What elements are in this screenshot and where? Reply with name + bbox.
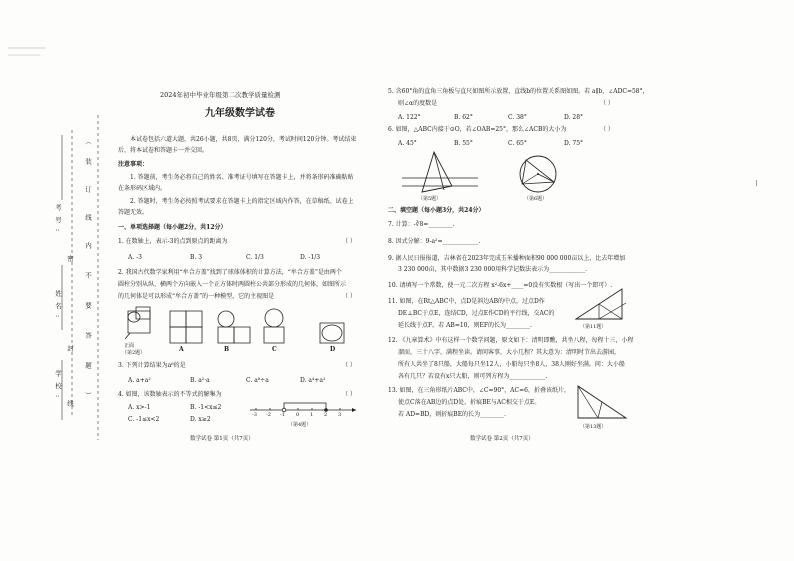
seal-char: 线 — [84, 214, 92, 227]
question-6: 6. 如图，△ABC内接于⊙O，若∠OAB=25°，那么∠ACB的大小为 — [388, 126, 567, 133]
question-5-cont: 则∠α的度数是 — [398, 100, 438, 107]
question-12-cont: 各有几只？若设有x只大船，则可列方程为____________. — [398, 373, 548, 380]
binding-margin — [0, 0, 110, 561]
question-13-cont: 使点C落在AB边的点D处，折痕BE与AC相交于点E。 — [398, 399, 541, 406]
notice-line: 在条形码区域内。 — [118, 185, 167, 192]
answer-paren: （ ） — [600, 100, 614, 107]
option-b: B. 3 — [190, 254, 203, 261]
axis-tick-label: -1 — [280, 412, 285, 418]
figure-caption: （第4题） — [288, 422, 312, 428]
figure-6 — [512, 150, 568, 198]
option-d: D. 75° — [564, 140, 584, 147]
axis-tick-label: 1 — [310, 412, 314, 418]
school-label: 学校: — [54, 370, 62, 404]
option-a: A. a+a² — [128, 377, 151, 384]
seal-char: 密 — [66, 255, 74, 268]
figure-5 — [400, 148, 480, 200]
question-13: 13. 如图，在三角形纸片ABC中，∠C=90°，AC=6，折叠该纸片， — [388, 387, 570, 394]
answer-paren: （ ） — [342, 391, 356, 398]
option-c: C. 38° — [508, 114, 527, 121]
figure-13 — [572, 382, 632, 426]
notice-heading: 注意事项： — [118, 161, 149, 168]
question-1: 1. 在数轴上，表示-3的点到原点的距离为 — [118, 238, 228, 245]
answer-paren: （ ） — [342, 238, 356, 245]
exam-header: 2024年初中毕业年级第二次教学质量检测 — [160, 91, 281, 99]
axis-tick-label: -3 — [252, 412, 257, 418]
figure-caption: （第5题） — [418, 196, 442, 202]
option-c: C. -1≤x<2 — [128, 416, 160, 423]
question-11: 11. 如图，在Rt△ABC中，点D是斜边AB的中点，过点D作 — [388, 298, 545, 305]
figure-caption: （第6题） — [524, 196, 548, 202]
axis-tick-label: 0 — [296, 412, 300, 418]
seal-char: 不 — [84, 272, 92, 285]
figure-option-label: C — [272, 346, 277, 353]
seal-paren: （ — [84, 138, 92, 151]
question-9: 9. 据人民日报报道，吉林省在2023年完成玉米播种面积90 000 000亩以上，比去年增加 — [388, 255, 626, 262]
question-9-cont: 3 230 000亩，其中数据3 230 000用科学记数法表示为____________. — [398, 266, 587, 273]
option-a: A. x>-1 — [128, 404, 151, 411]
margin-mark — [756, 180, 757, 186]
option-d: D. -1/3 — [300, 254, 321, 261]
option-a: A. 122° — [398, 114, 421, 121]
option-b: B. a²·a — [190, 377, 210, 384]
question-10: 10. 请填写一个常数，使一元二次方程 x²-6x+____=0没有实数根（写出一个即可）. — [388, 282, 613, 289]
notice-line: 1. 答题前，考生务必将自己的姓名、准考证号填写在答题卡上，并将条形码准确粘贴 — [130, 174, 354, 181]
front-view-label: 正面 — [124, 343, 135, 349]
figure-caption: （第2题） — [122, 350, 146, 356]
option-b: B. 55° — [454, 140, 473, 147]
question-8: 8. 因式分解：9-a²=____________. — [388, 238, 481, 245]
binding-lines — [0, 0, 110, 561]
seal-paren: ） — [84, 392, 92, 405]
option-a: A. -3 — [128, 254, 142, 261]
notice-line: 2. 答题时，考生务必按照考试要求在答题卡上的指定区域内作答，在草稿纸、试卷上 — [130, 198, 354, 205]
question-12-cont: 溜而，三十八字，满程坐读。请问客事，大小几程？其大意为：清明时节出去游园， — [398, 349, 621, 356]
intro-line: 后，将本试卷和答题卡一并交回。 — [118, 147, 209, 154]
question-11-cont: 延长线于点F。若 AB=10，则EF的长为________. — [398, 322, 532, 329]
question-2-cont: 圆柱分别从纵、横两个方向嵌入一个正方体时两圆柱公共部分形成的几何体，如图所示 — [118, 281, 347, 288]
question-2-figures — [122, 305, 362, 353]
question-2: 2. 我国古代数学家利用“牟合方盖”找到了球体体积的计算方法，“牟合方盖”是由两个 — [118, 269, 342, 276]
question-2-cont: 的几何体是可以形成“牟合方盖”的一种模型，它的主视图是 — [118, 293, 275, 300]
seal-char: 题 — [84, 362, 92, 375]
seal-char: 答 — [84, 332, 92, 345]
section-heading: 一、单项选择题（每小题2分，共12分） — [118, 224, 227, 231]
axis-tick-label: -2 — [266, 412, 271, 418]
seal-char: 线 — [66, 400, 74, 413]
exam-id-label: 考号: — [54, 204, 62, 238]
axis-tick-label: 2 — [324, 412, 328, 418]
figure-caption: （第13题） — [580, 424, 607, 430]
seal-char: 订 — [84, 186, 92, 199]
seal-char: 封 — [66, 345, 74, 358]
exam-title: 九年级数学试卷 — [205, 108, 275, 119]
answer-paren: （ ） — [342, 293, 356, 300]
question-12-cont: 所有人共坐了8只船，大船每只坐12人，小船每只坐8人，38人刚好坐满。问：大小船 — [398, 361, 625, 368]
figure-caption: （第11题） — [580, 324, 607, 330]
notice-line: 答题无效。 — [118, 209, 149, 216]
option-c: C. a⁸÷a — [246, 377, 269, 384]
figure-option-label: D — [330, 346, 336, 353]
option-b: B. 62° — [454, 114, 473, 121]
seal-char: 内 — [84, 242, 92, 255]
question-5: 5. 含60°角的直角三角板与直尺如图所示放置，直线b的位置关系图如图。若 a∥b，∠ADC=58°， — [388, 88, 649, 95]
question-13-cont: 若 AD=BD，则折痕BE的长为________. — [398, 411, 506, 418]
option-c: C. 1/3 — [246, 254, 264, 261]
name-label: 姓名: — [54, 290, 62, 324]
option-d: D. 28° — [564, 114, 584, 121]
seal-char: 装 — [84, 158, 92, 171]
page-footer: 数学试卷 第1页（共7页） — [190, 436, 254, 442]
option-a: A. 45° — [398, 140, 417, 147]
answer-paren: （ ） — [600, 126, 614, 133]
intro-line: 本试卷包括六道大题，共26小题，共8页，满分120分，考试时间120分钟。考试结束 — [130, 136, 357, 143]
figure-option-label: B — [224, 346, 230, 353]
option-b: B. -1<x≤2 — [190, 404, 222, 411]
axis-tick-label: 3 — [338, 412, 342, 418]
option-c: C. 65° — [508, 140, 527, 147]
question-11-cont: DE⊥BC于点E，连结CD，过点E作CD的平行线，交AC的 — [398, 310, 555, 317]
question-12: 12. 《九章算术》中有这样一个数学问题，原文如下：清明即醮，共坐八程，每程十三，小程 — [388, 337, 634, 344]
option-d: D. a⁴+a² — [300, 377, 326, 384]
section-heading: 二、填空题（每小题3分，共24分） — [388, 207, 485, 214]
figure-11 — [572, 285, 628, 325]
question-3: 3. 下列计算结果为a⁶的是 — [118, 362, 186, 369]
figure-option-label: A — [179, 346, 184, 353]
page-footer: 数学试卷 第2页（共7页） — [470, 436, 534, 442]
option-d: D. x≥2 — [190, 416, 211, 423]
question-4: 4. 如图，该数轴表示的不等式的解集为 — [118, 391, 222, 398]
answer-paren: （ ） — [342, 362, 356, 369]
seal-char: 要 — [84, 302, 92, 315]
question-7: 7. 计算：-∛8=________. — [388, 221, 455, 228]
